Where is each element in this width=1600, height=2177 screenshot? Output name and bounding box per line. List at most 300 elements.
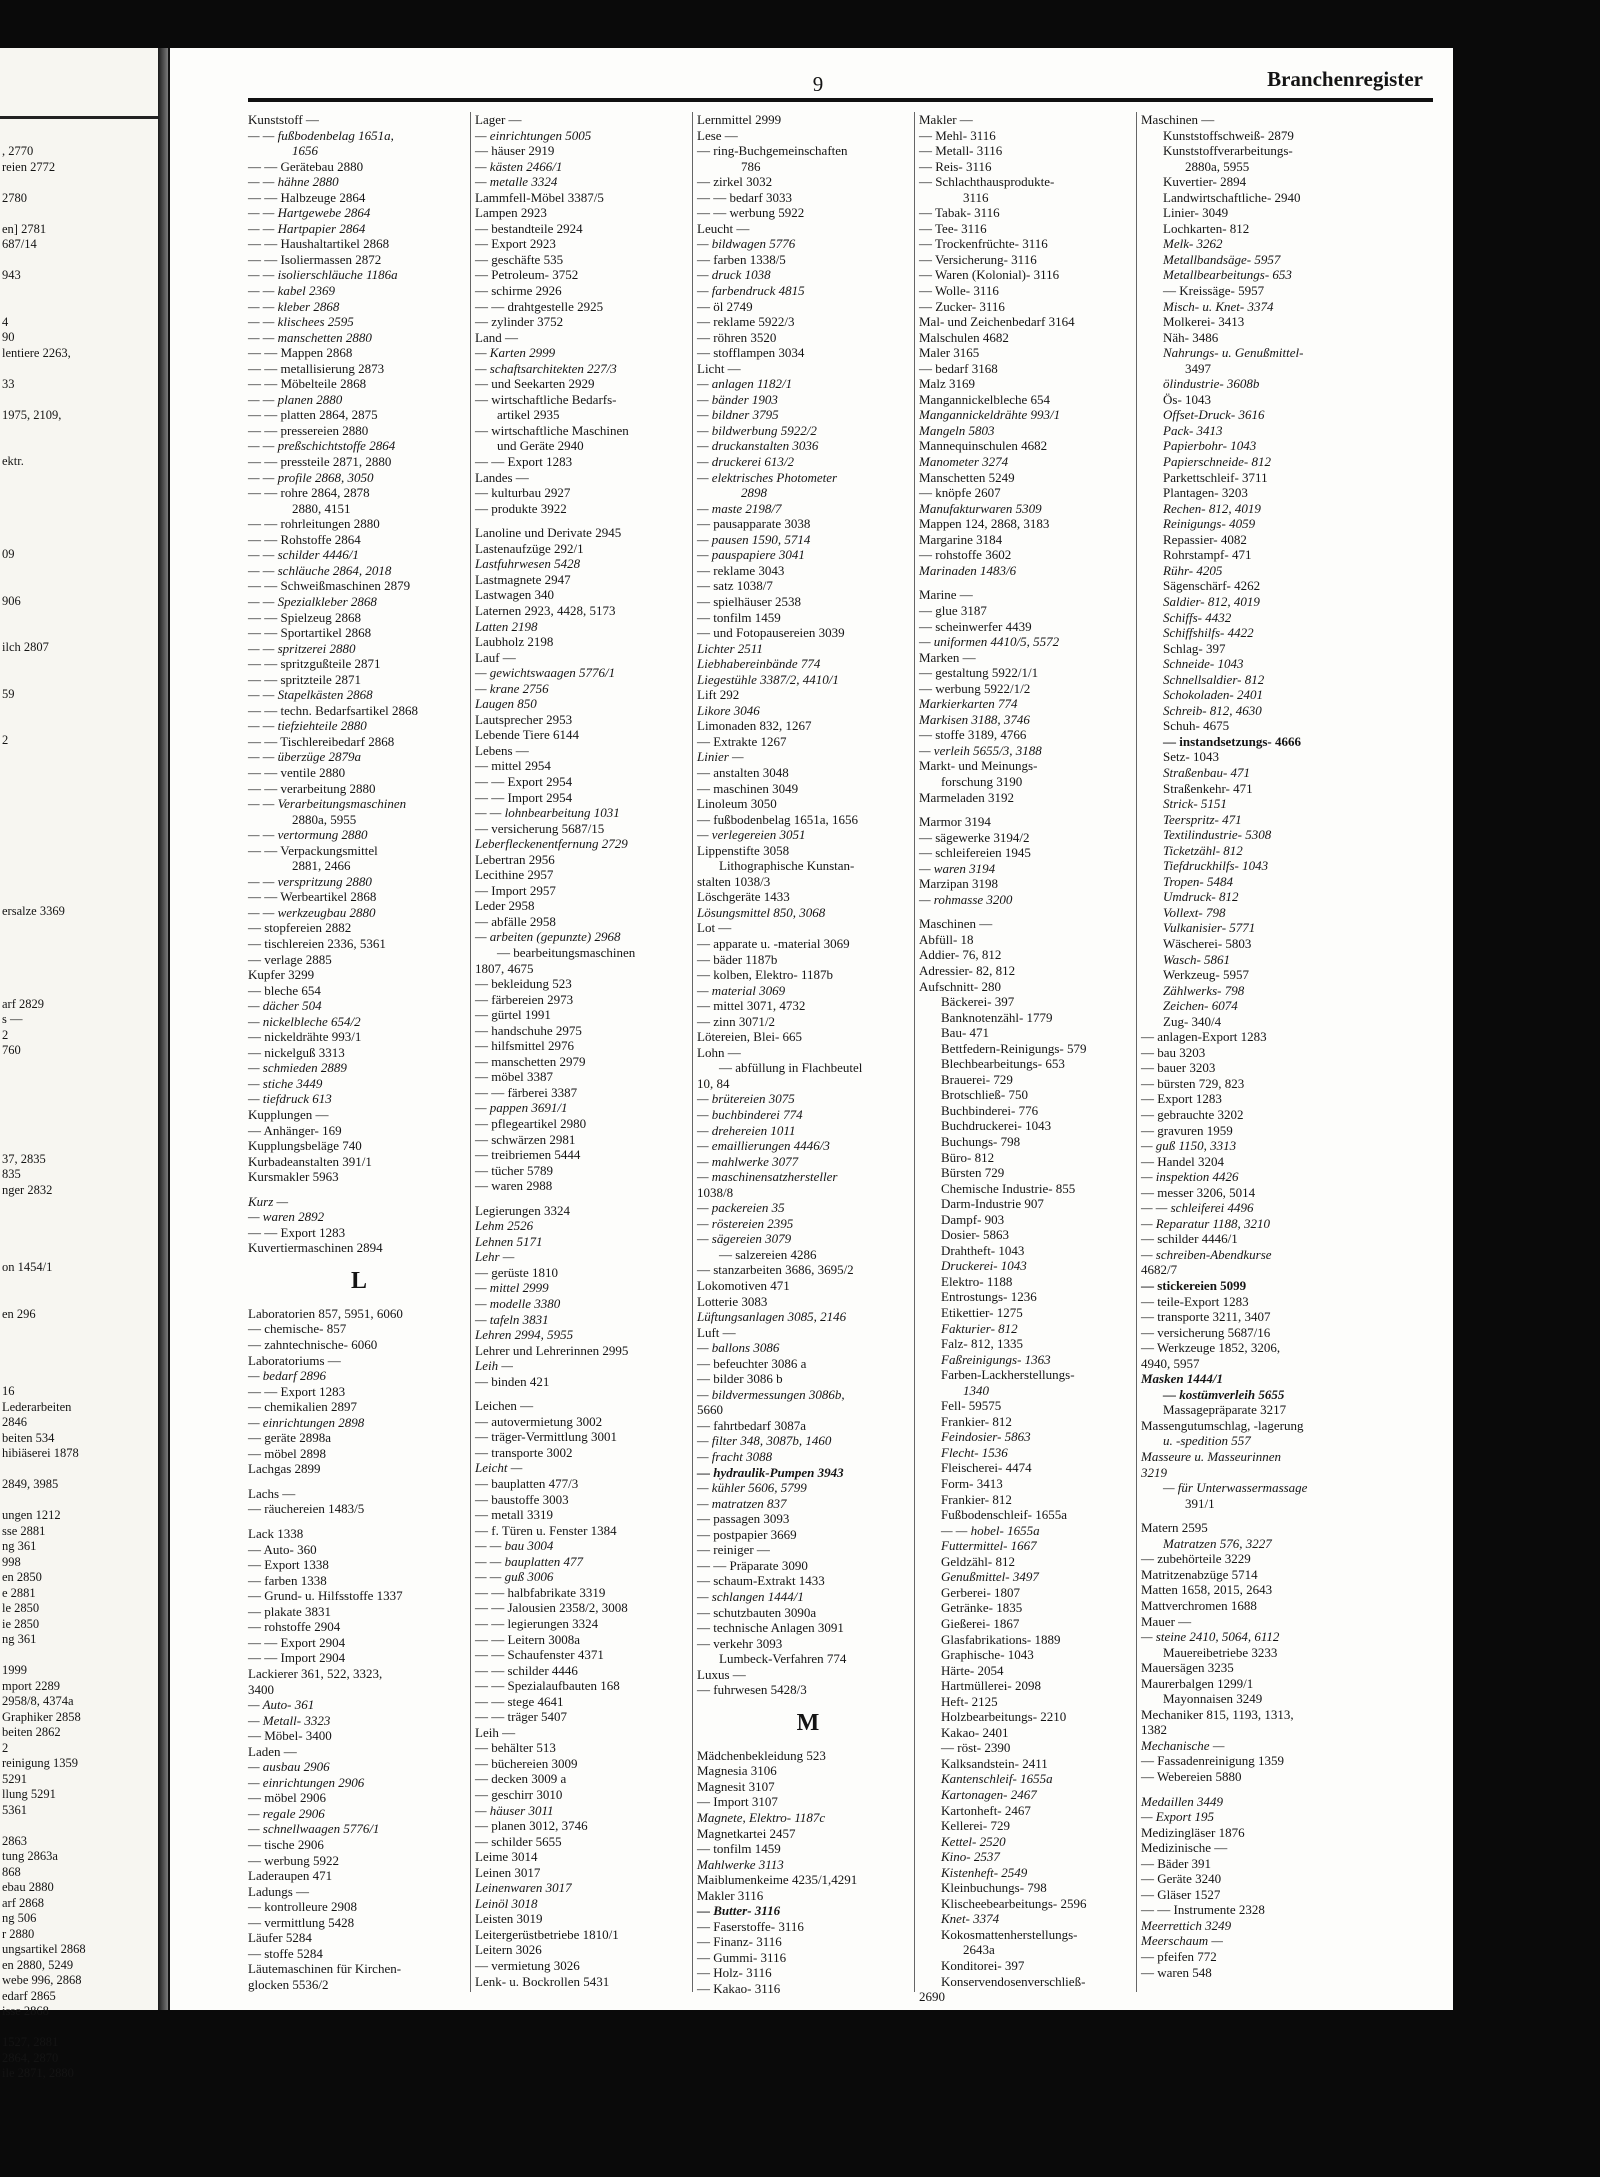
index-entry: Lack 1338	[248, 1526, 304, 1542]
index-entry: — packereien 35	[697, 1200, 785, 1216]
index-entry: — kühler 5606, 5799	[697, 1480, 807, 1496]
index-entry: — — Spezialaufbauten 168	[475, 1678, 620, 1694]
index-entry: — räuchereien 1483/5	[248, 1501, 365, 1517]
index-entry: Lackierer 361, 522, 3323,	[248, 1665, 383, 1681]
facing-page-fragment: 5291	[2, 1771, 27, 1786]
index-entry: Laboratoriums —	[248, 1352, 341, 1368]
facing-page-fragment: 2	[2, 733, 9, 747]
index-entry: — — werkzeugbau 2880	[248, 904, 376, 920]
index-entry: — — Isoliermassen 2872	[248, 251, 382, 267]
index-entry: Lebertran 2956	[475, 851, 555, 867]
index-entry: — material 3069	[697, 982, 786, 998]
index-entry: Linier- 3049	[1163, 205, 1229, 221]
index-entry: Leichen —	[475, 1398, 534, 1414]
entry-spacer	[248, 1185, 470, 1194]
facing-page-fragment	[2, 718, 158, 734]
index-entry: 2898	[741, 485, 767, 501]
index-entry: Fell- 59575	[941, 1398, 1002, 1414]
index-entry: Malz 3169	[919, 376, 975, 392]
index-entry: Mangannickelbleche 654	[919, 391, 1051, 407]
index-entry: Blechbearbeitungs- 653	[941, 1056, 1065, 1072]
index-entry: Härte- 2054	[941, 1662, 1004, 1678]
index-entry: — kulturbau 2927	[475, 485, 571, 501]
entry-spacer	[1141, 1511, 1363, 1520]
index-entry: Futtermittel- 1667	[941, 1538, 1037, 1554]
index-entry: Bau- 471	[941, 1025, 990, 1041]
index-entry: Banknotenzähl- 1779	[941, 1009, 1053, 1025]
index-entry: — Export 195	[1141, 1809, 1214, 1825]
index-entry: — pausapparate 3038	[697, 516, 811, 532]
facing-page-fragment	[2, 501, 158, 517]
index-entry: — werbung 5922	[248, 1852, 339, 1868]
index-entry: Lohn —	[697, 1044, 741, 1060]
facing-page-fragment	[2, 392, 158, 408]
facing-page-fragment: tung 2863a	[2, 1849, 58, 1863]
index-entry: — tiefdruck 613	[248, 1091, 332, 1107]
index-entry: Land —	[475, 329, 518, 345]
index-entry: Glasfabrikations- 1889	[941, 1631, 1061, 1647]
index-entry: Mechaniker 815, 1193, 1313,	[1141, 1706, 1294, 1722]
index-entry: Flecht- 1536	[941, 1444, 1008, 1460]
index-entry: — Export 2923	[475, 236, 556, 252]
index-entry: — f. Türen u. Fenster 1384	[475, 1522, 617, 1538]
facing-page-fragment: 2864, 2870	[2, 2050, 59, 2065]
facing-page-fragment: reien 2772	[2, 159, 56, 174]
index-entry: — maschinensatzhersteller	[697, 1169, 838, 1185]
index-entry: — — bau 3004	[475, 1538, 554, 1554]
index-entry: u. -spedition 557	[1163, 1433, 1251, 1449]
index-entry: Vollext- 798	[1163, 904, 1226, 920]
index-entry: Dosier- 5863	[941, 1227, 1009, 1243]
index-entry: Lammfell-Möbel 3387/5	[475, 189, 604, 205]
facing-page-fragment	[2, 2020, 158, 2036]
index-entry: — — Import 2954	[475, 789, 573, 805]
index-entry: — kolben, Elektro- 1187b	[697, 967, 833, 983]
index-entry: Lösungsmittel 850, 3068	[697, 904, 826, 920]
index-entry: Kupplungen —	[248, 1107, 329, 1122]
index-entry: — Tabak- 3116	[919, 205, 1000, 221]
index-entry: 1038/8	[697, 1184, 734, 1200]
index-columns	[248, 112, 1433, 2005]
index-entry: Saldier- 812, 4019	[1163, 593, 1260, 609]
index-entry: — verleih 5655/3, 3188	[919, 742, 1042, 758]
index-entry: — Geräte 3240	[1141, 1871, 1222, 1887]
index-entry: Fußbodenschleif- 1655a	[941, 1507, 1068, 1523]
index-entry: — wirtschaftliche Maschinen	[475, 422, 629, 438]
index-entry: Papierschneide- 812	[1163, 454, 1271, 470]
index-entry: Läutemaschinen für Kirchen-	[248, 1961, 402, 1977]
index-entry: Mal- und Zeichenbedarf 3164	[919, 314, 1075, 330]
index-entry: — — drahtgestelle 2925	[475, 298, 604, 314]
index-entry: Frankier- 812	[941, 1413, 1012, 1429]
index-entry: — — pressereien 2880	[248, 422, 369, 438]
index-entry: — Bäder 391	[1141, 1855, 1212, 1871]
index-entry: — stoffe 5284	[248, 1945, 323, 1961]
facing-page-fragment	[2, 873, 158, 889]
index-entry: — uniformen 4410/5, 5572	[919, 634, 1060, 650]
index-entry: — teile-Export 1283	[1141, 1293, 1249, 1309]
index-entry: — schreiben-Abendkurse	[1141, 1246, 1272, 1262]
index-entry: — schmieden 2889	[248, 1060, 347, 1076]
index-entry: 3400	[248, 1681, 274, 1697]
index-entry: — — Sportartikel 2868	[248, 625, 372, 641]
facing-page-fragment	[2, 764, 158, 780]
index-entry: Aufschnitt- 280	[919, 978, 1001, 994]
index-entry: Laboratorien 857, 5951, 6060	[248, 1305, 403, 1321]
index-entry: — passagen 3093	[697, 1511, 790, 1527]
index-entry: — Gläser 1527	[1141, 1886, 1221, 1902]
index-entry: Landwirtschaftliche- 2940	[1163, 189, 1301, 205]
index-entry: Lotterie 3083	[697, 1293, 768, 1309]
index-entry: Lichter 2511	[697, 640, 763, 656]
index-entry: Maurerbalgen 1299/1	[1141, 1675, 1254, 1691]
index-entry: — befeuchter 3086 a	[697, 1355, 807, 1371]
index-entry: Kakao- 2401	[941, 1724, 1009, 1740]
index-entry: Lehr —	[475, 1249, 515, 1265]
facing-page-fragment: 5361	[2, 1802, 27, 1817]
index-entry: Buchbinderei- 776	[941, 1102, 1039, 1118]
facing-page-fragment	[2, 1198, 158, 1214]
index-entry: Straßenkehr- 471	[1163, 780, 1253, 796]
facing-page-fragment	[2, 175, 158, 191]
index-entry: — schilder 5655	[475, 1833, 562, 1849]
index-entry: — manschetten 2979	[475, 1053, 586, 1069]
index-entry: — fahrtbedarf 3087a	[697, 1417, 807, 1433]
facing-page-fragment	[2, 206, 158, 222]
index-entry: — tischlereien 2336, 5361	[248, 935, 386, 951]
index-entry: — — Export 1283	[248, 1224, 346, 1240]
index-entry: — sägewerke 3194/2	[919, 829, 1030, 845]
index-entry: 5660	[697, 1402, 723, 1418]
index-entry: — — tiefziehteile 2880	[248, 718, 367, 734]
facing-page-fragment: 2958/8, 4374a	[2, 1694, 74, 1708]
index-entry: Mangannickeldrähte 993/1	[919, 407, 1061, 423]
index-entry: Schuh- 4675	[1163, 718, 1230, 734]
index-entry: Manometer 3274	[919, 454, 1009, 470]
entry-spacer	[919, 907, 1141, 916]
facing-page-fragment: hibiäserei 1878	[2, 1446, 79, 1460]
index-entry: — geräte 2898a	[248, 1430, 332, 1446]
index-entry: Vulkanisier- 5771	[1163, 920, 1256, 936]
index-entry: Magnete, Elektro- 1187c	[697, 1809, 826, 1825]
facing-page-edge	[0, 48, 158, 2080]
section-title: Branchenregister	[1267, 67, 1423, 91]
letter-heading: M	[796, 1709, 820, 1736]
index-entry: — — Tischlereibedarf 2868	[248, 733, 395, 749]
index-entry: — waren 2988	[475, 1178, 553, 1194]
facing-page-fragment: le 2850	[2, 1601, 40, 1615]
index-entry: 391/1	[1185, 1495, 1215, 1511]
index-entry: Laderaupen 471	[248, 1868, 333, 1884]
index-entry: — — Rohstoffe 2864	[248, 531, 361, 547]
index-entry: — bleche 654	[248, 982, 321, 998]
index-entry: — — Werbeartikel 2868	[248, 889, 377, 905]
index-entry: Licht —	[697, 360, 741, 376]
facing-page-fragment	[2, 578, 158, 594]
index-entry: Näh- 3486	[1163, 329, 1219, 345]
index-entry: Fakturier- 812	[941, 1320, 1018, 1336]
facing-page-fragment: 4	[2, 314, 9, 329]
index-entry: — Handel 3204	[1141, 1153, 1225, 1169]
index-entry: — waren 2892	[248, 1209, 325, 1225]
index-entry: — knöpfe 2607	[919, 485, 1001, 501]
index-entry: — versicherung 5687/15	[475, 820, 605, 836]
index-entry: Makler 3116	[697, 1887, 764, 1903]
index-entry: Darm-Industrie 907	[941, 1196, 1044, 1212]
index-entry: Reinigungs- 4059	[1163, 516, 1256, 532]
index-entry: Zeichen- 6074	[1163, 998, 1238, 1014]
index-entry: Legierungen 3324	[475, 1202, 570, 1218]
facing-page-fragment: beiten 534	[2, 1430, 55, 1445]
facing-page-fragment: reinigung 1359	[2, 1756, 79, 1770]
entry-spacer	[475, 516, 697, 525]
index-entry: — produkte 3922	[475, 500, 567, 516]
index-entry: Drahtheft- 1043	[941, 1242, 1025, 1258]
index-entry: — möbel 2898	[248, 1445, 326, 1461]
index-entry: Lötereien, Blei- 665	[697, 1029, 803, 1045]
index-entry: — bau 3203	[1141, 1044, 1206, 1060]
index-entry: artikel 2935	[497, 407, 560, 423]
index-entry: — elektrisches Photometer	[697, 469, 838, 485]
index-entry: — glue 3187	[919, 602, 987, 618]
index-entry: 1807, 4675	[475, 960, 534, 976]
index-entry: Schokoladen- 2401	[1163, 687, 1264, 703]
index-entry: — — rohrleitungen 2880	[248, 516, 380, 532]
index-entry: Leih —	[475, 1724, 516, 1740]
index-entry: Druckerei- 1043	[941, 1258, 1027, 1274]
index-entry: — Karten 2999	[475, 345, 556, 361]
facing-page-fragment	[2, 1322, 158, 1338]
facing-page-fragment: 943	[2, 268, 21, 282]
index-entry: — bildvermessungen 3086b,	[697, 1386, 845, 1402]
index-entry: — gerüste 1810	[475, 1264, 559, 1280]
index-entry: — steine 2410, 5064, 6112	[1141, 1629, 1280, 1645]
index-entry: — stiche 3449	[248, 1075, 323, 1091]
index-entry: — Reis- 3116	[919, 158, 992, 174]
facing-page-fragment: 1999	[2, 1663, 27, 1677]
facing-page-fragment	[2, 888, 158, 904]
index-entry: — — pressteile 2871, 2880	[248, 454, 392, 470]
index-entry: — kostümverleih 5655	[1163, 1386, 1285, 1402]
facing-page-fragment	[2, 656, 158, 672]
index-entry: — ballons 3086	[697, 1340, 780, 1356]
index-entry: — verkehr 3093	[697, 1635, 783, 1651]
index-entry: Form- 3413	[941, 1476, 1003, 1492]
index-entry: — farbendruck 4815	[697, 283, 805, 299]
index-entry: Sägenschärf- 4262	[1163, 578, 1261, 594]
index-entry: Kalksandstein- 2411	[941, 1755, 1048, 1771]
index-entry: Kunststoffschweiß- 2879	[1163, 127, 1294, 143]
index-entry: Bettfedern-Reinigungs- 579	[941, 1040, 1087, 1056]
facing-page-fragment	[2, 1353, 158, 1369]
facing-page-fragment: 760	[2, 1043, 21, 1057]
index-entry: Markierkarten 774	[919, 696, 1018, 712]
index-entry: — geschäfte 535	[475, 251, 564, 267]
facing-page-fragment: 2863	[2, 1833, 27, 1848]
index-entry: Strick- 5151	[1163, 796, 1227, 812]
index-entry: — spielhäuser 2538	[697, 593, 801, 609]
index-entry: — apparate u. -material 3069	[697, 935, 850, 951]
index-entry: — — kabel 2369	[248, 283, 336, 299]
index-entry: Lokomotiven 471	[697, 1278, 790, 1294]
index-entry: Lauf —	[475, 649, 516, 665]
book-gutter-shadow	[158, 48, 168, 2010]
facing-page-fragment	[2, 361, 158, 377]
index-entry: — Extrakte 1267	[697, 733, 787, 749]
facing-page-fragment: en 296	[2, 1306, 36, 1321]
index-entry: Buchungs- 798	[941, 1134, 1021, 1149]
index-entry: Fleischerei- 4474	[941, 1460, 1032, 1476]
index-entry: Leicht —	[475, 1460, 523, 1476]
facing-page-fragment: 16	[2, 1384, 15, 1398]
index-entry: Lastenaufzüge 292/1	[475, 540, 584, 556]
index-entry: Leucht —	[697, 220, 750, 236]
index-entry: Laden —	[248, 1743, 297, 1759]
index-entry: — stanzarbeiten 3686, 3695/2	[697, 1262, 854, 1278]
index-entry: — — hähne 2880	[248, 174, 339, 190]
facing-page-fragment: llung 5291	[2, 1787, 56, 1801]
index-entry: Löschgeräte 1433	[697, 889, 790, 905]
index-entry: — — legierungen 3324	[475, 1615, 599, 1631]
index-entry: — fuhrwesen 5428/3	[697, 1682, 807, 1698]
index-entry: Werkzeug- 5957	[1163, 967, 1249, 983]
index-entry: — pflegeartikel 2980	[475, 1116, 587, 1131]
index-entry: Mauersägen 3235	[1141, 1660, 1234, 1676]
index-entry: — Werkzeuge 1852, 3206,	[1141, 1340, 1281, 1356]
facing-page-fragment	[2, 795, 158, 811]
facing-page-fragment: 2846	[2, 1415, 27, 1429]
index-entry: Kupfer 3299	[248, 967, 315, 983]
index-entry: — autovermietung 3002	[475, 1413, 603, 1429]
index-entry: Addier- 76, 812	[919, 947, 1002, 963]
index-entry: — — färberei 3387	[475, 1084, 578, 1100]
facing-page-fragment: mport 2289	[2, 1678, 60, 1693]
index-entry: — — techn. Bedarfsartikel 2868	[248, 702, 419, 718]
index-entry: — rohstoffe 2904	[248, 1619, 341, 1635]
index-entry: — Grund- u. Hilfsstoffe 1337	[248, 1588, 403, 1604]
facing-page-fragment	[2, 470, 158, 486]
index-entry: — Import 2957	[475, 882, 556, 898]
index-entry: — — profile 2868, 3050	[248, 469, 374, 485]
index-entry: — rohstoffe 3602	[919, 547, 1012, 563]
index-entry: Kartonheft- 2467	[941, 1802, 1031, 1818]
facing-page-fragment: 2849, 3985	[2, 1477, 59, 1491]
index-entry: — mittel 2954	[475, 758, 551, 774]
index-entry: — Import 3107	[697, 1794, 778, 1810]
index-entry: Kantenschleif- 1655a	[941, 1771, 1053, 1787]
index-entry: — pauspapiere 3041	[697, 547, 805, 563]
facing-page-fragment	[2, 299, 158, 315]
index-entry: Adressier- 82, 812	[919, 962, 1016, 978]
index-entry: — waren 3194	[919, 860, 996, 876]
index-entry: glocken 5536/2	[248, 1976, 329, 1992]
index-entry: Melk- 3262	[1163, 236, 1223, 252]
index-entry: — gestaltung 5922/1/1	[919, 665, 1039, 681]
facing-page-fragment: 998	[2, 1554, 21, 1569]
index-entry: Linoleum 3050	[697, 796, 777, 812]
index-entry: Dampf- 903	[941, 1211, 1005, 1227]
index-entry: — zinn 3071/2	[697, 1013, 775, 1029]
index-entry: Mannequinschulen 4682	[919, 438, 1048, 454]
index-entry: Leinöl 3018	[475, 1895, 538, 1911]
index-entry: — decken 3009 a	[475, 1771, 567, 1787]
index-entry: Lese —	[697, 127, 738, 143]
index-entry: Misch- u. Knet- 3374	[1163, 298, 1274, 314]
index-entry: — Export 1283	[1141, 1091, 1222, 1107]
facing-page-fragment: 835	[2, 1167, 21, 1181]
facing-page-fragment	[2, 919, 158, 935]
index-entry: Kettel- 2520	[941, 1833, 1006, 1849]
index-entry: — — fußbodenbelag 1651a,	[248, 127, 394, 143]
index-entry: — postpapier 3669	[697, 1526, 797, 1542]
index-entry: — nickelguß 3313	[248, 1044, 345, 1060]
index-entry: — maschinen 3049	[697, 780, 799, 796]
index-entry: — reklame 3043	[697, 562, 785, 578]
index-entry: — handschuhe 2975	[475, 1022, 582, 1038]
index-entry: — — ventile 2880	[248, 764, 346, 780]
index-entry: — Mehl- 3116	[919, 127, 996, 143]
index-entry: Schiffshilfs- 4422	[1163, 625, 1254, 641]
index-entry: — chemische- 857	[248, 1321, 347, 1337]
index-entry: — — Gerätebau 2880	[248, 158, 364, 174]
index-entry: Mechanische —	[1141, 1737, 1225, 1753]
index-entry: 1656	[292, 143, 318, 159]
index-entry: Tropen- 5484	[1163, 873, 1233, 889]
index-entry: — drehereien 1011	[697, 1122, 796, 1138]
scan-border-top	[0, 0, 1600, 48]
index-entry: Abfüll- 18	[919, 931, 974, 947]
index-entry: — schirme 2926	[475, 283, 562, 299]
facing-page-fragment	[2, 1493, 158, 1509]
index-entry: Lippenstifte 3058	[697, 842, 790, 858]
index-entry: — farben 1338/5	[697, 251, 786, 267]
index-entry: — — schilder 4446	[475, 1662, 578, 1678]
index-entry: — ring-Buchgemeinschaften	[697, 143, 848, 159]
index-entry: Wasch- 5861	[1163, 951, 1231, 967]
index-entry: — — guß 3006	[475, 1569, 554, 1585]
index-entry: — schlangen 1444/1	[697, 1588, 804, 1604]
facing-page-fragment	[2, 1105, 158, 1121]
index-entry: — mittel 3071, 4732	[697, 998, 806, 1014]
index-entry: Leisten 3019	[475, 1911, 543, 1927]
facing-page-fragment: ektr.	[2, 454, 24, 468]
index-entry: — stopfereien 2882	[248, 920, 352, 936]
index-entry: — — Export 2954	[475, 773, 573, 789]
index-entry: — bilder 3086 b	[697, 1371, 783, 1387]
index-entry: — — Spezialkleber 2868	[248, 593, 377, 609]
facing-page-fragment: edarf 2865	[2, 1988, 56, 2003]
index-entry: — möbel 3387	[475, 1069, 553, 1085]
index-entry: — bauer 3203	[1141, 1060, 1216, 1076]
index-entry: — stoffe 3189, 4766	[919, 727, 1027, 743]
index-column-3	[692, 112, 919, 1996]
index-entry: — baustoffe 3003	[475, 1491, 569, 1507]
index-entry: — — platten 2864, 2875	[248, 407, 378, 423]
index-entry: — — Export 1283	[248, 1383, 346, 1399]
facing-page-fragment: en 2880, 5249	[2, 1957, 74, 1972]
index-entry: Mauereibetriebe 3233	[1163, 1644, 1278, 1660]
index-entry: — gravuren 1959	[1141, 1122, 1233, 1138]
index-entry: — waren 548	[1141, 1964, 1212, 1980]
index-entry: Chemische Industrie- 855	[941, 1180, 1076, 1196]
index-entry: Offset-Druck- 3616	[1163, 407, 1265, 423]
index-entry: — Wolle- 3116	[919, 283, 999, 299]
index-entry: — Gummi- 3116	[697, 1949, 787, 1965]
index-entry: Lithographische Kunstan-	[719, 858, 855, 874]
index-entry: Mayonnaisen 3249	[1163, 1691, 1263, 1707]
index-entry: — anlagen-Export 1283	[1141, 1029, 1267, 1045]
index-entry: — — spritzteile 2871	[248, 671, 362, 687]
